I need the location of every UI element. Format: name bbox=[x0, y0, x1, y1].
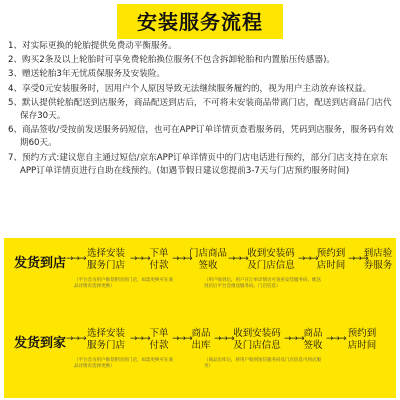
rule-1: 1、对实际更换的轮胎提供免费动平衡服务。 bbox=[8, 41, 177, 51]
arrow-icon: →→→ bbox=[130, 334, 150, 344]
step-line: 预约到 bbox=[347, 328, 377, 339]
flow-step bbox=[228, 328, 286, 352]
page-title: 安装服务流程 bbox=[117, 4, 283, 39]
step-line: 签收 bbox=[303, 340, 323, 351]
arrow-icon: →→→ bbox=[66, 334, 86, 344]
flow-note: （平台会为用户推荐附近的门店，如需更换可在商品详情页选择更换） bbox=[74, 358, 173, 369]
flow-row-home bbox=[4, 318, 396, 398]
flow-step bbox=[242, 248, 300, 272]
flow-step bbox=[80, 328, 132, 352]
arrow-icon: →→→ bbox=[284, 334, 304, 344]
step-line: 门店商品 bbox=[188, 248, 227, 259]
step-line: 服务门店 bbox=[86, 260, 125, 271]
flow-start-label: 发货到店 bbox=[14, 256, 67, 271]
step-line: 收到安装码 bbox=[233, 328, 281, 339]
arrow-icon: →→→ bbox=[66, 254, 86, 264]
step-line: 商品 bbox=[303, 328, 323, 339]
flow-step bbox=[144, 248, 174, 272]
step-line: 服务门店 bbox=[86, 340, 125, 351]
flow-step bbox=[360, 248, 396, 272]
flow-step bbox=[342, 328, 382, 352]
step-line: 店时间 bbox=[316, 260, 346, 271]
step-line: 出库 bbox=[191, 340, 211, 351]
rule-5: 5、默认提供轮胎配送到店服务，商品配送到店后，不可将未安装商品带离门店，配送到店商品门店代保存30天。 bbox=[8, 97, 392, 122]
step-line: 下单 bbox=[149, 248, 169, 259]
rule-6: 6、商品签收/受按前发送服务码短信，也可在APP订单详情页查看服务码，凭码到店服务，服务码有效期60天。 bbox=[8, 125, 394, 149]
step-line: 商品 bbox=[191, 328, 211, 339]
step-line: 到店验 bbox=[363, 248, 393, 259]
flow-note: （用户收到后，用户在订单详情页可查看安装服务码，配送到店后平台会推送服务码、门店信息） bbox=[204, 278, 321, 289]
title-wrap bbox=[0, 4, 400, 39]
step-line: 及门店信息 bbox=[247, 260, 295, 271]
flow-panel bbox=[4, 238, 396, 398]
rule-2: 2、购买2条及以上轮胎时可享免费轮胎换位服务(不包含拆卸轮胎和内置胎压传感器)。 bbox=[8, 55, 336, 66]
arrow-icon: →→→ bbox=[298, 254, 318, 264]
step-line: 付款 bbox=[149, 260, 169, 271]
step-line: 预约到 bbox=[316, 248, 346, 259]
arrow-icon: →→→ bbox=[172, 334, 192, 344]
flow-step bbox=[186, 328, 216, 352]
flow-step bbox=[144, 328, 174, 352]
arrow-icon: →→→ bbox=[214, 334, 234, 344]
flow-row-store bbox=[4, 238, 396, 318]
rule-4: 4、享受0元安装服务时，因用户个人原因导致无法继续服务履约的，视为用户主动放弃该权益。 bbox=[8, 83, 372, 94]
arrow-icon: →→→ bbox=[172, 254, 192, 264]
step-line: 付款 bbox=[149, 340, 169, 351]
arrow-icon: →→→ bbox=[348, 254, 368, 264]
flow-step bbox=[298, 328, 328, 352]
step-line: 选择安装 bbox=[86, 248, 125, 259]
rules-list bbox=[8, 40, 394, 178]
step-line: 收到安装码 bbox=[247, 248, 295, 259]
step-line: 下单 bbox=[149, 328, 169, 339]
step-line: 选择安装 bbox=[86, 328, 125, 339]
flow-step bbox=[80, 248, 132, 272]
flow-step bbox=[312, 248, 350, 272]
arrow-icon: →→→ bbox=[130, 254, 150, 264]
flow-note: （商品出库后，将用户收到短信服务码及门店信息可到店服务） bbox=[204, 358, 321, 369]
flow-note: （平台会为用户推荐附近的门店，如需更换可在商品详情页选择更换） bbox=[74, 278, 173, 289]
flow-start-label: 发货到家 bbox=[14, 336, 67, 351]
rule-7: 7、预约方式:建议您自主通过短信/京东APP订单详情页中的门店电话进行预约，部分门店支持在京东APP订单详情页进行自助在线预约。(如遇节假日建议您提前3-7天与门店预约服务时间) bbox=[8, 152, 388, 176]
flow-step bbox=[186, 248, 230, 272]
step-line: 店时间 bbox=[347, 340, 377, 351]
step-line: 签收 bbox=[198, 260, 218, 271]
rule-3: 3、赠送轮胎3年无忧质保服务及安装险。 bbox=[8, 69, 166, 80]
arrow-icon: →→→ bbox=[228, 254, 248, 264]
arrow-icon: →→→ bbox=[326, 334, 346, 344]
step-line: 及门店信息 bbox=[233, 340, 281, 351]
step-line: 券服务 bbox=[363, 260, 393, 271]
